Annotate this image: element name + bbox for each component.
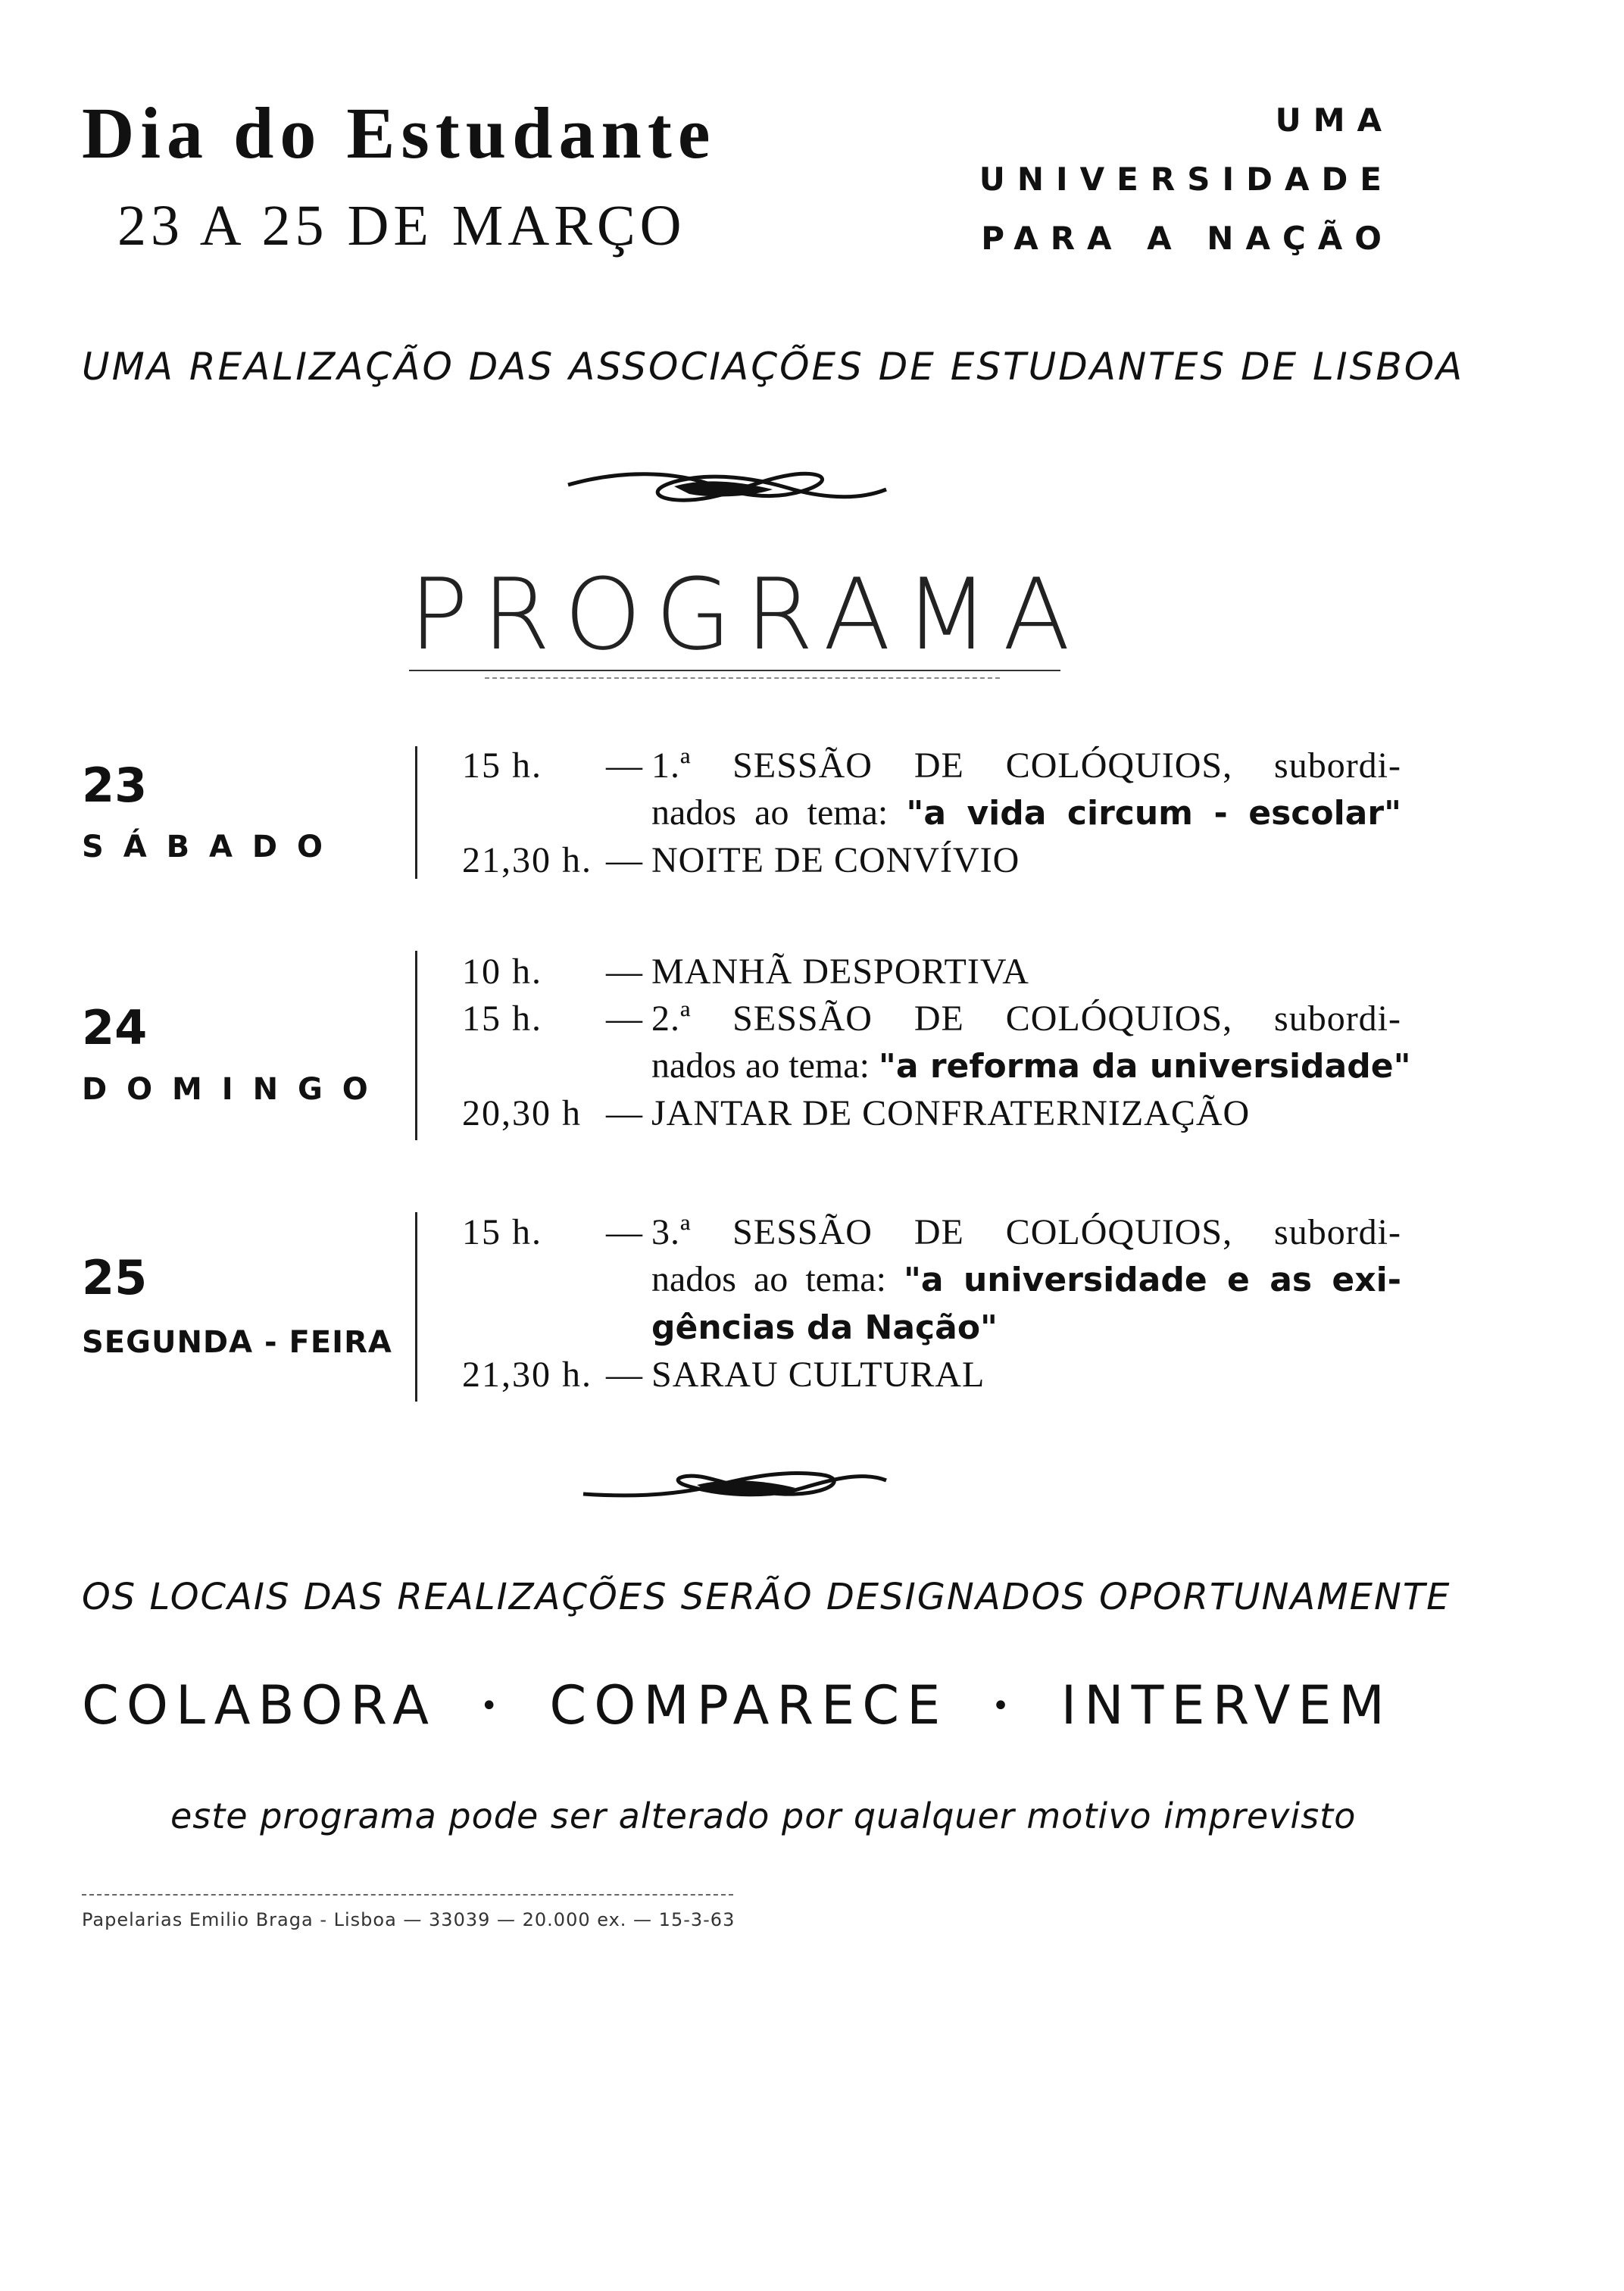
day-bracket <box>415 1212 426 1402</box>
theme-prefix: nados ao tema: <box>651 792 907 833</box>
schedule-event <box>462 742 1401 789</box>
schedule-event <box>462 837 1401 884</box>
schedule-day-25 <box>462 1209 1401 1399</box>
event-dash: — <box>606 1212 642 1252</box>
locations-notice: OS LOCAIS DAS REALIZAÇÕES SERÃO DESIGNADOS OPORTUNAMENTE <box>82 1576 1451 1618</box>
organizer-line: UMA REALIZAÇÃO DAS ASSOCIAÇÕES DE ESTUDANTES DE LISBOA <box>82 345 1465 389</box>
flourish-ornament-icon <box>561 455 894 523</box>
call-to-action <box>82 1674 1392 1738</box>
theme-text: "a reforma da universidade" <box>878 1047 1411 1086</box>
theme-text: gências da Nação" <box>651 1308 998 1347</box>
flourish-ornament-icon <box>576 1455 894 1515</box>
slogan-line-1: UMA UNIVERSIDADE <box>979 102 1394 198</box>
event-description: 1.ª SESSÃO DE COLÓQUIOS, subordi- <box>651 745 1401 786</box>
event-description-continued <box>462 789 1401 837</box>
day-number: 23 <box>82 758 148 813</box>
day-bracket <box>415 951 426 1140</box>
heading-underline-dashed <box>485 677 1000 679</box>
programa-heading: PROGRAMA <box>409 557 1084 672</box>
cta-word-colabora: COLABORA <box>82 1674 437 1736</box>
bullet-separator-icon: • <box>479 1689 506 1724</box>
event-time: 21,30 h. <box>462 840 592 880</box>
poster-title: Dia do Estudante <box>82 92 717 173</box>
event-time: 15 h. <box>462 1212 542 1252</box>
day-name: SEGUNDA - FEIRA <box>82 1325 392 1360</box>
event-description: NOITE DE CONVÍVIO <box>651 840 1020 880</box>
event-description: 3.ª SESSÃO DE COLÓQUIOS, subordi- <box>651 1212 1401 1252</box>
event-time: 15 h. <box>462 745 542 786</box>
event-description-continued <box>462 1256 1401 1304</box>
event-time: 21,30 h. <box>462 1355 592 1395</box>
event-dash: — <box>606 999 642 1039</box>
day-number: 25 <box>82 1250 148 1305</box>
bullet-separator-icon: • <box>992 1689 1017 1724</box>
theme-prefix: nados ao tema: <box>651 1259 904 1299</box>
day-block-24 <box>82 1000 373 1107</box>
theme-prefix: nados ao tema: <box>651 1045 879 1086</box>
event-dash: — <box>606 1355 642 1395</box>
schedule-event <box>462 1209 1401 1256</box>
event-dash: — <box>606 745 642 786</box>
event-dates: 23 A 25 DE MARÇO <box>117 194 686 258</box>
event-description: MANHÃ DESPORTIVA <box>651 952 1029 992</box>
printer-imprint: Papelarias Emilio Braga - Lisboa — 33039 — 20.000 ex. — 15-3-63 <box>82 1909 735 1930</box>
day-bracket <box>415 746 426 879</box>
theme-text: "a vida circum - escolar" <box>906 794 1401 833</box>
event-dash: — <box>606 1093 642 1133</box>
day-name: D O M I N G O <box>82 1072 373 1107</box>
theme-text: "a universidade e as exi- <box>903 1261 1402 1299</box>
event-time: 10 h. <box>462 952 542 992</box>
event-time: 20,30 h <box>462 1093 582 1133</box>
heading-underline <box>409 670 1060 671</box>
event-description: SARAU CULTURAL <box>651 1355 985 1395</box>
schedule-event <box>462 1352 1401 1399</box>
schedule-event <box>462 1090 1401 1137</box>
slogan <box>848 91 1394 268</box>
schedule-event <box>462 949 1401 995</box>
event-description-continued <box>462 1304 1401 1352</box>
cta-word-comparece: COMPARECE <box>549 1674 948 1736</box>
schedule-day-24 <box>462 949 1411 1137</box>
day-block-23 <box>82 758 327 864</box>
disclaimer: este programa pode ser alterado por qualquer motivo imprevisto <box>170 1796 1357 1836</box>
event-dash: — <box>606 840 642 880</box>
schedule-day-23 <box>462 742 1401 884</box>
event-description: 2.ª SESSÃO DE COLÓQUIOS, subordi- <box>651 999 1401 1039</box>
slogan-line-2: PARA A NAÇÃO <box>981 220 1394 257</box>
event-time: 15 h. <box>462 999 542 1039</box>
cta-word-intervem: INTERVEM <box>1060 1674 1392 1736</box>
event-description-continued <box>462 1042 1411 1090</box>
day-number: 24 <box>82 1000 148 1055</box>
imprint-rule <box>82 1894 733 1896</box>
event-dash: — <box>606 952 642 992</box>
event-description: JANTAR DE CONFRATERNIZAÇÃO <box>651 1093 1251 1133</box>
day-block-25 <box>82 1250 392 1360</box>
schedule-event <box>462 995 1401 1042</box>
day-name: S Á B A D O <box>82 830 328 864</box>
